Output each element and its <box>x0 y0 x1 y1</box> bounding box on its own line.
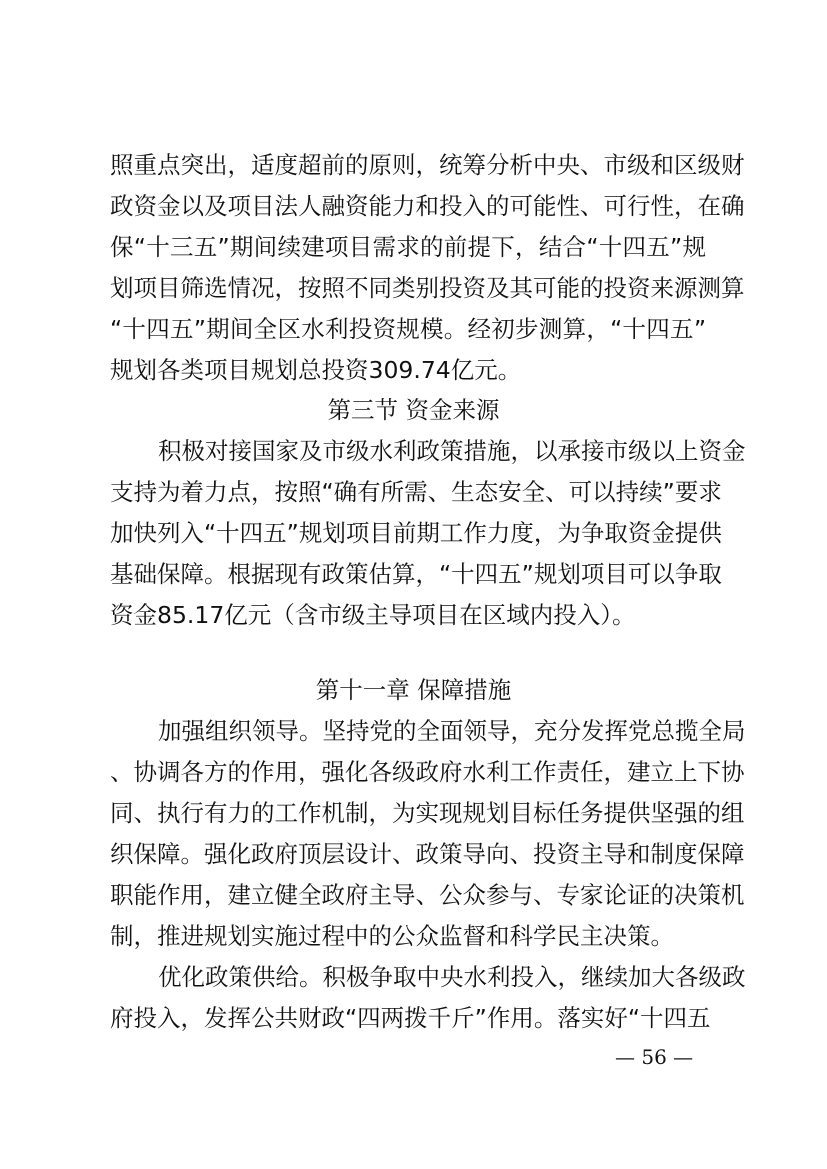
text-line: 保“十三五”期间续建项目需求的前提下，结合“十四五”规 <box>110 233 706 261</box>
text-line: 、协调各方的作用，强化各级政府水利工作责任，建立上下协 <box>110 758 745 786</box>
text-line: 支持为着力点，按照“确有所需、生态安全、可以持续”要求 <box>110 478 722 506</box>
text-line: 府投入，发挥公共财政“四两拨千斤”作用。落实好“十四五 <box>110 1004 711 1032</box>
text-line: 优化政策供给。积极争取中央水利投入，继续加大各级政 <box>158 963 746 991</box>
text-line: 制，推进规划实施过程中的公众监督和科学民主决策。 <box>110 922 674 950</box>
text-line: 资金85.17亿元（含市级主导项目在区域内投入）。 <box>110 601 636 629</box>
text-line: 基础保障。根据现有政策估算，“十四五”规划项目可以争取 <box>110 560 722 588</box>
text-line: 积极对接国家及市级水利政策措施，以承接市级以上资金 <box>158 437 746 465</box>
text-line: 划项目筛选情况，按照不同类别投资及其可能的投资来源测算 <box>110 274 745 302</box>
text-line: 同、执行有力的工作机制，为实现规划目标任务提供坚强的组 <box>110 799 745 827</box>
text-line: “十四五”期间全区水利投资规模。经初步测算，“十四五” <box>110 315 706 343</box>
text-line: 加快列入“十四五”规划项目前期工作力度，为争取资金提供 <box>110 519 722 547</box>
text-line: 政资金以及项目法人融资能力和投入的可能性、可行性，在确 <box>110 192 745 220</box>
text-line: 织保障。强化政府顶层设计、政策导向、投资主导和制度保障 <box>110 840 745 868</box>
text-line: 加强组织领导。坚持党的全面领导，充分发挥党总揽全局 <box>158 717 746 745</box>
text-line: 职能作用，建立健全政府主导、公众参与、专家论证的决策机 <box>110 881 745 909</box>
chapter-heading: 第十一章 保障措施 <box>315 676 512 704</box>
page-number: — 56 — <box>615 1045 694 1069</box>
section-heading: 第三节 资金来源 <box>327 396 500 424</box>
text-line: 照重点突出，适度超前的原则，统筹分析中央、市级和区级财 <box>110 151 745 179</box>
text-line: 规划各类项目规划总投资309.74亿元。 <box>110 356 522 384</box>
